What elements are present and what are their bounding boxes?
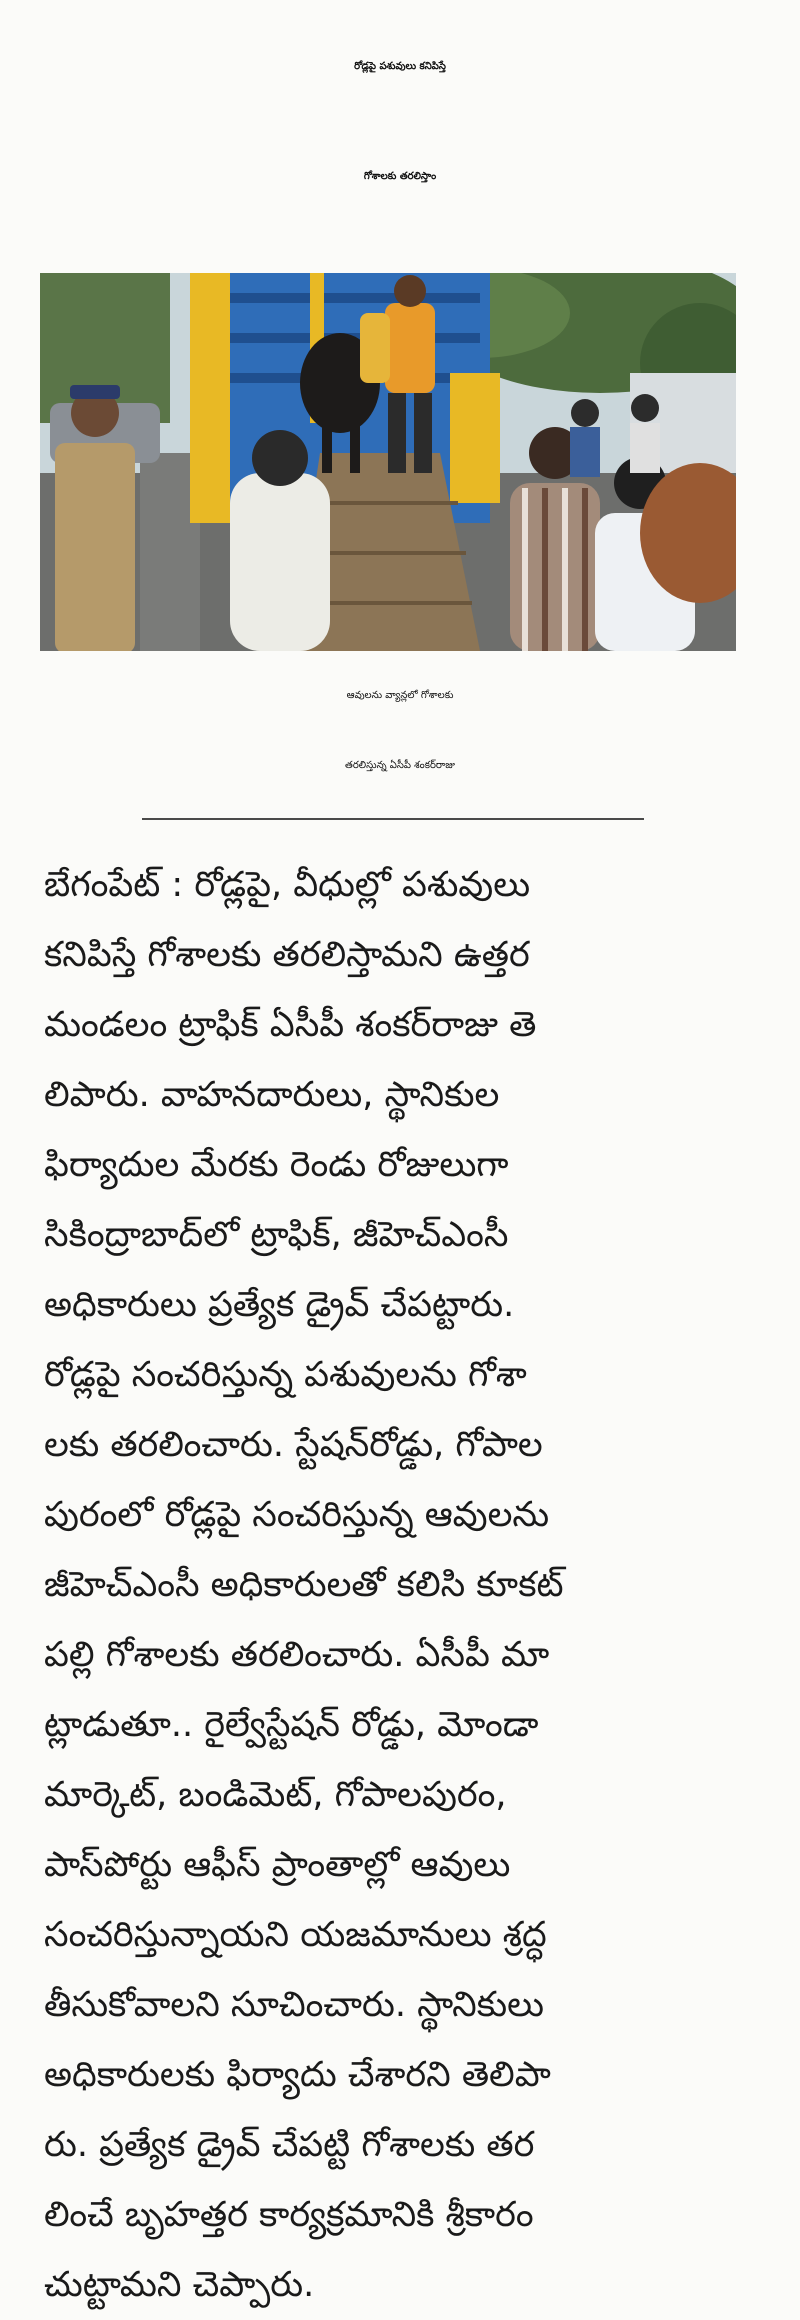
headline-line-2: గోశాలకు తరలిస్తాం	[363, 171, 437, 182]
photo-caption-line-1: ఆవులను వ్యాన్లలో గోశాలకు	[346, 690, 454, 701]
article-line: తీసుకోవాలని సూచించారు. స్థానికులు	[44, 1985, 544, 2025]
article-line: అధికారులకు ఫిర్యాదు చేశారని తెలిపా	[44, 2055, 551, 2095]
article-line: మండలం ట్రాఫిక్ ఏసీపీ శంకర్‌రాజు తె	[44, 1005, 537, 1045]
article-line: మార్కెట్, బండిమెట్, గోపాలపురం,	[44, 1775, 507, 1815]
article-line: బేగంపేట్ : రోడ్లపై, వీధుల్లో పశువులు	[44, 865, 531, 905]
article-line: సంచరిస్తున్నాయని యజమానులు శ్రద్ధ	[44, 1915, 547, 1955]
photo-caption-line-2: తరలిస్తున్న ఏసీపీ శంకర్‌రాజు	[345, 760, 455, 771]
article-line: ట్లాడుతూ.. రైల్వేస్టేషన్ రోడ్డు, మోండా	[44, 1705, 539, 1745]
article-line: లిపారు. వాహనదారులు, స్థానికుల	[44, 1075, 500, 1115]
article-line: లకు తరలించారు. స్టేషన్‌రోడ్డు, గోపాల	[44, 1425, 543, 1465]
article-line: పాస్‌పోర్టు ఆఫీస్ ప్రాంతాల్లో ఆవులు	[44, 1845, 511, 1885]
article-line: రోడ్లపై సంచరిస్తున్న పశువులను గోశా	[44, 1355, 527, 1395]
article-line: లించే బృహత్తర కార్యక్రమానికి శ్రీకారం	[44, 2195, 534, 2235]
article-line: సికింద్రాబాద్‌లో ట్రాఫిక్, జీహెచ్ఎంసీ	[44, 1215, 509, 1255]
article-line: రు. ప్రత్యేక డ్రైవ్ చేపట్టి గోశాలకు తర	[44, 2125, 535, 2165]
headline-line-1: రోడ్లపై పశువులు కనిపిస్తే	[354, 61, 446, 72]
article-line: కనిపిస్తే గోశాలకు తరలిస్తామని ఉత్తర	[44, 935, 530, 975]
article-line: జీహెచ్ఎంసీ అధికారులతో కలిసి కూకట్	[44, 1565, 564, 1605]
article-line: అధికారులు ప్రత్యేక డ్రైవ్ చేపట్టారు.	[44, 1285, 515, 1325]
news-photo	[40, 273, 736, 651]
article-line: పురంలో రోడ్లపై సంచరిస్తున్న ఆవులను	[44, 1495, 550, 1535]
article-body	[44, 850, 732, 2320]
article-line: చుట్టామని చెప్పారు.	[44, 2265, 315, 2305]
divider	[142, 818, 644, 820]
article-line: ఫిర్యాదుల మేరకు రెండు రోజులుగా	[44, 1145, 509, 1185]
article-line: పల్లి గోశాలకు తరలించారు. ఏసీపీ మా	[44, 1635, 550, 1675]
